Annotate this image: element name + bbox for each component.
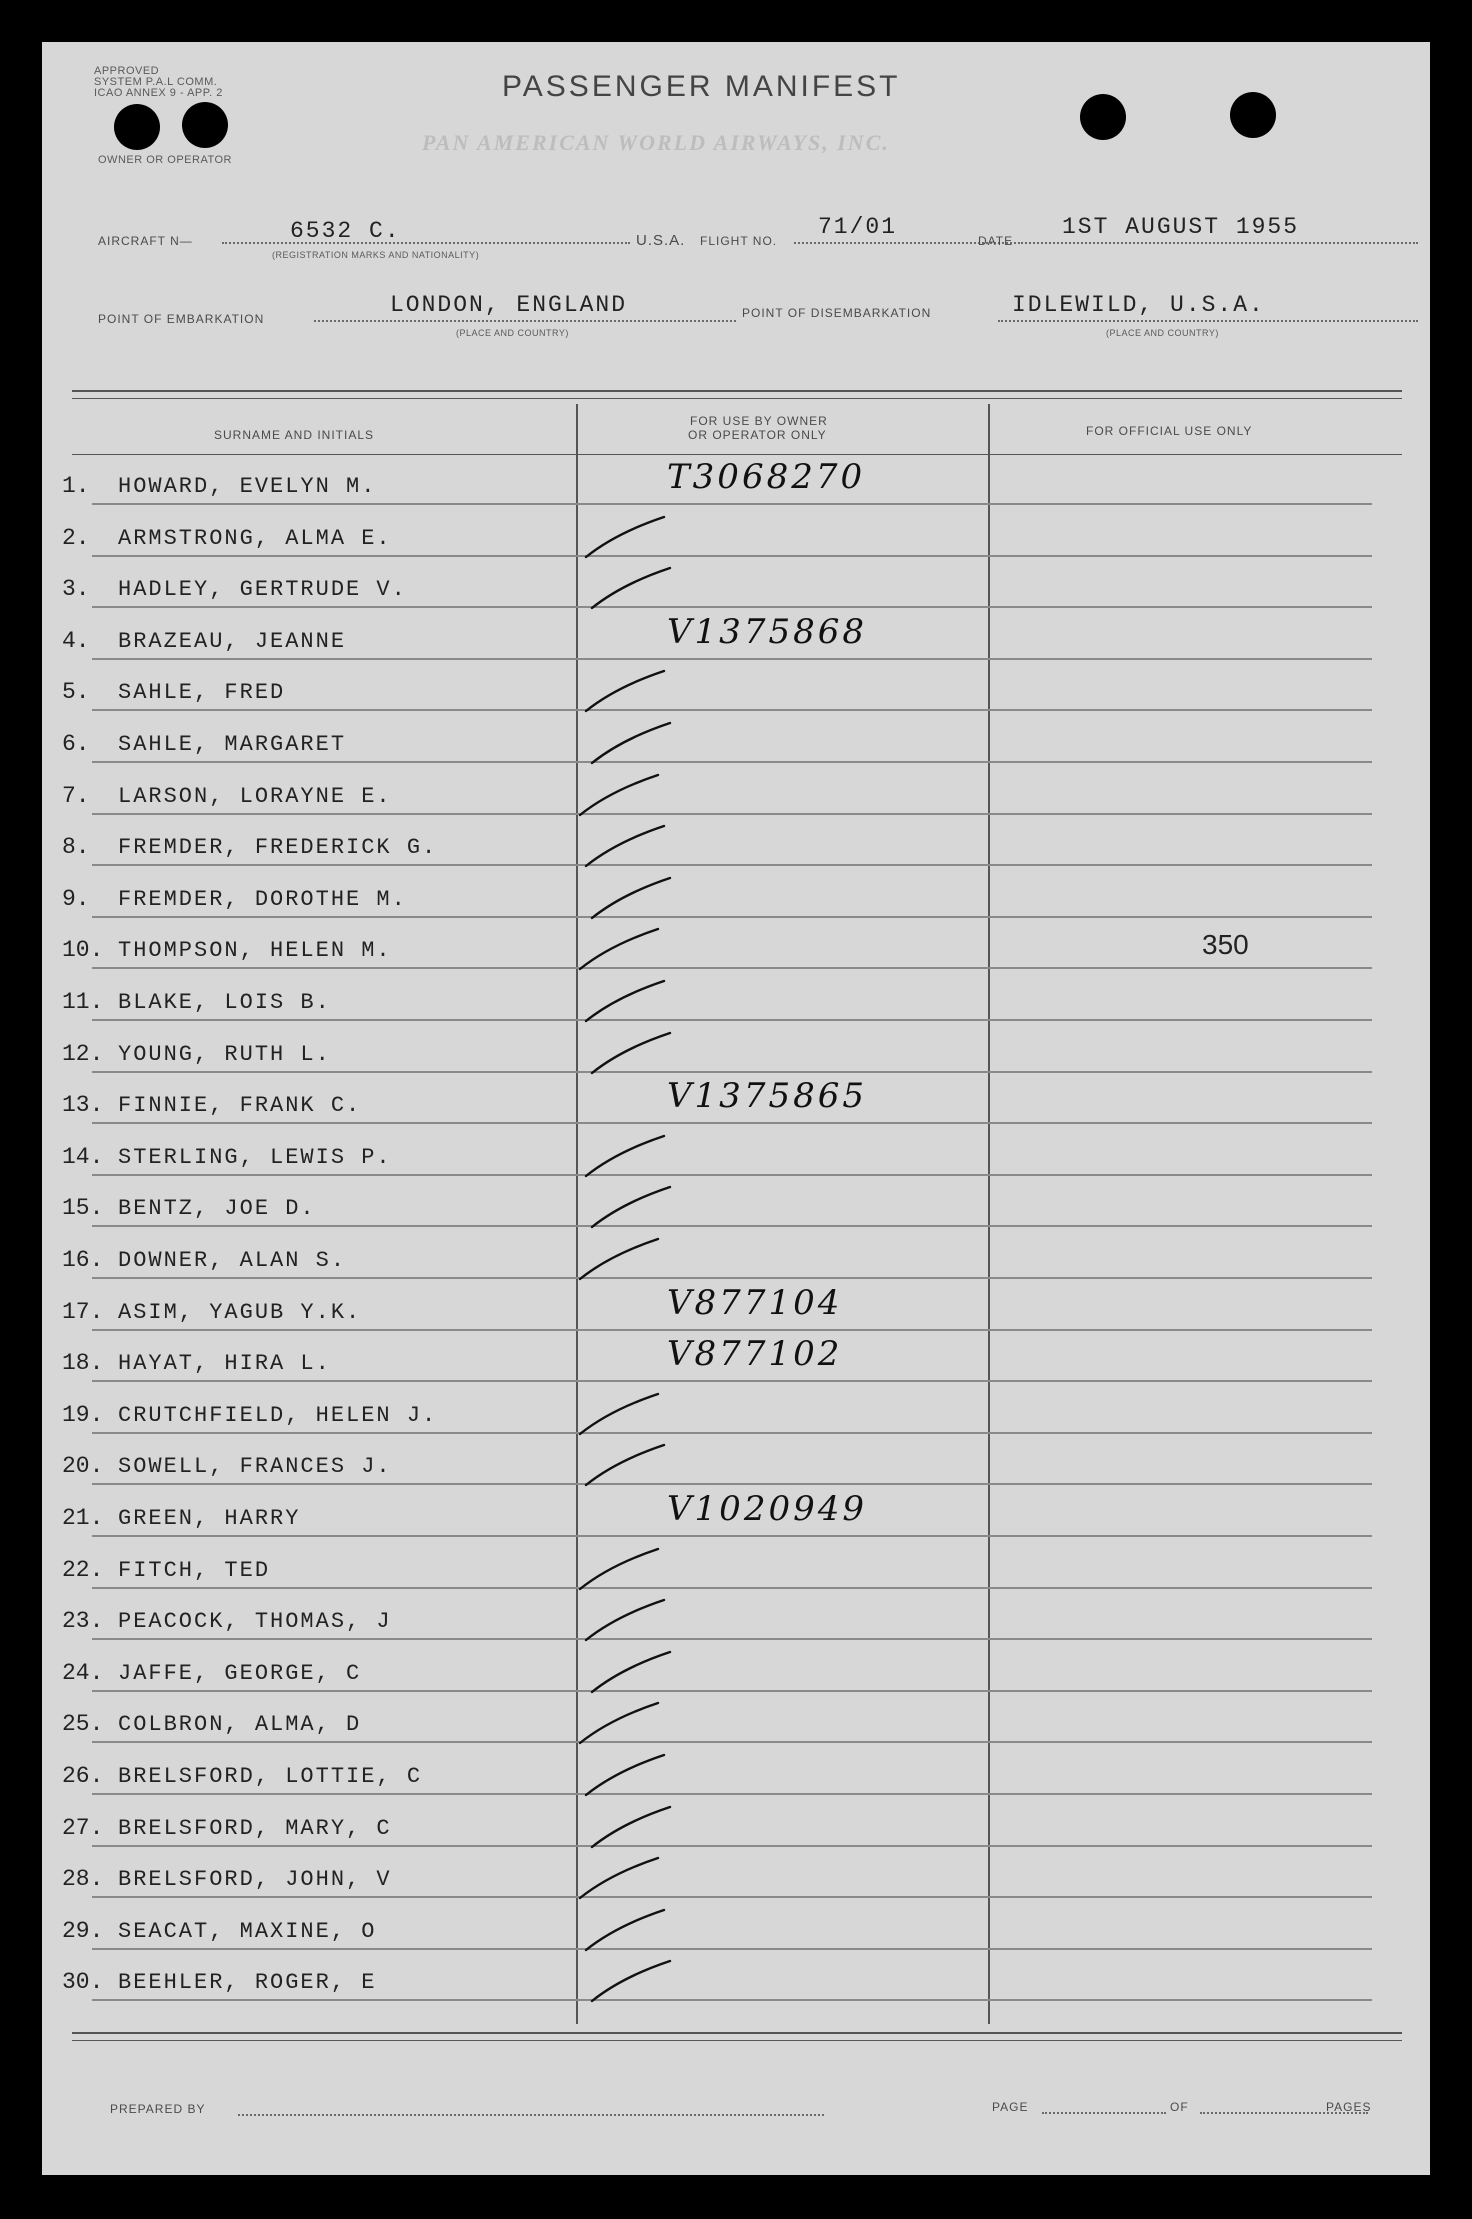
table-row [42,918,1372,969]
passenger-name: FITCH, TED [118,1557,271,1583]
check-mark-icon [562,1951,702,2007]
passenger-name: FREMDER, FREDERICK G. [118,835,438,861]
table-row [42,1228,1372,1279]
owner-operator-label: OWNER OR OPERATOR [98,154,232,166]
check-mark-icon [562,558,702,614]
passenger-name: FINNIE, FRANK C. [118,1093,362,1119]
approval-block [94,66,223,99]
prepared-by-label: PREPARED BY [110,2102,206,2116]
embark-label: POINT OF EMBARKATION [98,312,265,326]
table-row [42,1383,1372,1434]
check-mark-icon [562,765,702,821]
passenger-name: BLAKE, LOIS B. [118,990,331,1015]
passenger-name: GREEN, HARRY [118,1506,301,1531]
row-number: 2. [62,524,90,551]
aircraft-value: 6532 C. [290,218,401,244]
passenger-name: FREMDER, DOROTHE M. [118,886,407,912]
table-row [42,764,1372,815]
country-label: U.S.A. [636,232,686,249]
table-row [42,1125,1372,1176]
check-mark-icon [562,868,702,924]
check-mark-icon [562,1642,702,1698]
passenger-name: HOWARD, EVELYN M. [118,474,377,499]
check-mark-icon [562,816,702,872]
row-number: 12. [62,1040,104,1067]
check-mark-icon [562,1435,702,1491]
passenger-name: ASIM, YAGUB Y.K. [118,1299,362,1325]
row-number: 20. [62,1453,104,1480]
passenger-name: BRELSFORD, LOTTIE, C [118,1764,423,1789]
date-label: DATE [978,234,1014,248]
row-number: 4. [62,627,90,654]
row-number: 10. [62,937,104,964]
row-number: 21. [62,1505,104,1531]
header-owner-line1: FOR USE BY OWNER [690,414,828,428]
row-number: 26. [62,1763,104,1789]
table-row [42,1022,1372,1073]
row-number: 29. [62,1917,104,1944]
passenger-name: ARMSTRONG, ALMA E. [118,525,392,551]
check-mark-icon [562,507,702,563]
row-rule [92,1999,1372,2001]
header-owner-line2: OR OPERATOR ONLY [688,428,827,442]
table-row [42,1847,1372,1898]
check-mark-icon [562,1900,702,1956]
table-row [42,1641,1372,1692]
page-title: PASSENGER MANIFEST [502,70,901,103]
approval-line: SYSTEM P.A.L COMM. [94,76,218,88]
page-label: PAGE [992,2100,1029,2114]
row-number: 3. [62,576,90,603]
check-mark-icon [562,1797,702,1853]
table-row [42,506,1372,557]
passport-number: T3068270 [667,457,866,497]
row-number: 28. [62,1866,104,1893]
table-row [42,1176,1372,1227]
check-mark-icon [562,1023,702,1079]
aircraft-label: AIRCRAFT N— [98,234,193,248]
row-number: 22. [62,1556,104,1583]
table-row [42,1486,1372,1537]
check-mark-icon [562,971,702,1027]
passenger-name: BRAZEAU, JEANNE [118,628,347,654]
passenger-name: DOWNER, ALAN S. [118,1248,347,1273]
table-row [42,1796,1372,1847]
row-number: 18. [62,1350,104,1377]
of-label: OF [1170,2100,1189,2114]
passport-number: V877102 [667,1334,843,1375]
check-mark-icon [562,1590,702,1646]
manifest-sheet [42,42,1430,2175]
disembark-value: IDLEWILD, U.S.A. [1012,292,1265,318]
passenger-name: JAFFE, GEORGE, C [118,1660,362,1686]
passenger-name: STERLING, LEWIS P. [118,1144,392,1170]
passenger-name: THOMPSON, HELEN M. [118,938,392,964]
page-underline [1042,2112,1166,2114]
table-row [42,1692,1372,1743]
punch-hole-left-2 [182,102,228,148]
punch-hole-right-2 [1230,92,1276,138]
flight-label: FLIGHT NO. [700,234,778,248]
check-mark-icon [562,1229,702,1285]
passenger-name: SAHLE, MARGARET [118,732,347,757]
approval-line: APPROVED [94,65,160,77]
date-underline [1018,242,1418,244]
check-mark-icon [562,1693,702,1749]
embark-value: LONDON, ENGLAND [390,292,628,318]
table-row [42,454,1372,505]
table-row [42,557,1372,608]
table-row [42,815,1372,866]
table-row [42,1331,1372,1382]
row-number: 16. [62,1247,104,1273]
embark-underline [314,320,736,322]
row-number: 24. [62,1659,104,1686]
row-number: 14. [62,1143,104,1170]
check-mark-icon [562,661,702,717]
row-number: 17. [62,1298,104,1325]
table-row [42,712,1372,763]
check-mark-icon [562,1745,702,1801]
date-value: 1ST AUGUST 1955 [1062,214,1300,240]
passenger-name: BENTZ, JOE D. [118,1196,316,1222]
check-mark-icon [562,919,702,975]
row-number: 13. [62,1092,104,1119]
table-row [42,1899,1372,1950]
row-number: 7. [62,782,90,809]
passenger-name: YOUNG, RUTH L. [118,1041,331,1067]
row-number: 25. [62,1711,104,1738]
official-use-value: 350 [1202,929,1249,961]
row-number: 27. [62,1814,104,1841]
passenger-name: COLBRON, ALMA, D [118,1712,362,1738]
check-mark-icon [562,1177,702,1233]
prepared-by-underline [238,2114,824,2116]
table-row [42,609,1372,660]
table-row [42,1434,1372,1485]
disembark-underline [998,320,1418,322]
table-row [42,1950,1372,2001]
table-row [42,867,1372,918]
passport-number: V1375865 [667,1076,867,1117]
passport-number: V1375868 [667,611,867,652]
check-mark-icon [562,1384,702,1440]
table-row [42,1744,1372,1795]
approval-line: ICAO ANNEX 9 - APP. 2 [94,87,223,99]
row-number: 8. [62,834,90,861]
embark-sublabel: (PLACE AND COUNTRY) [456,328,569,338]
table-row [42,970,1372,1021]
table-row [42,1073,1372,1124]
row-number: 9. [62,885,90,912]
passport-number: V1020949 [667,1489,867,1529]
table-row [42,1280,1372,1331]
check-mark-icon [562,713,702,769]
punch-hole-right [1080,94,1126,140]
passenger-name: SOWELL, FRANCES J. [118,1454,392,1480]
table-bottom-rule-2 [72,2040,1402,2041]
check-mark-icon [562,1126,702,1182]
row-number: 11. [62,989,104,1015]
check-mark-icon [562,1848,702,1904]
table-top-rule [72,390,1402,392]
passenger-name: HAYAT, HIRA L. [118,1351,331,1377]
punch-hole-left [114,104,160,150]
table-row [42,1589,1372,1640]
check-mark-icon [562,1539,702,1595]
passport-number: V877104 [667,1282,843,1323]
passenger-name: HADLEY, GERTRUDE V. [118,577,407,603]
header-surname: SURNAME AND INITIALS [214,428,375,442]
row-number: 1. [62,473,90,499]
aircraft-sublabel: (REGISTRATION MARKS AND NATIONALITY) [272,250,480,260]
passenger-name: BRELSFORD, MARY, C [118,1815,392,1841]
row-number: 19. [62,1401,104,1428]
row-number: 30. [62,1969,104,1996]
row-number: 5. [62,679,90,706]
row-number: 6. [62,731,90,757]
passenger-name: CRUTCHFIELD, HELEN J. [118,1402,438,1428]
operator-name: PAN AMERICAN WORLD AIRWAYS, INC. [422,130,890,155]
passenger-name: SAHLE, FRED [118,680,286,706]
passenger-name: BRELSFORD, JOHN, V [118,1867,392,1893]
aircraft-underline [222,242,630,244]
table-row [42,1538,1372,1589]
passenger-rows [42,454,1430,2002]
disembark-label: POINT OF DISEMBARKATION [742,306,932,320]
passenger-name: LARSON, LORAYNE E. [118,783,392,809]
passenger-name: BEEHLER, ROGER, E [118,1970,377,1996]
passenger-name: SEACAT, MAXINE, O [118,1918,377,1944]
passenger-name: PEACOCK, THOMAS, J [118,1609,392,1635]
header-official: FOR OFFICIAL USE ONLY [1086,424,1253,438]
flight-value: 71/01 [818,214,898,240]
table-top-rule-2 [72,398,1402,399]
row-number: 15. [62,1195,104,1222]
row-number: 23. [62,1608,104,1635]
table-row [42,660,1372,711]
pages-label: PAGES [1326,2100,1372,2114]
table-bottom-rule [72,2032,1402,2034]
disembark-sublabel: (PLACE AND COUNTRY) [1106,328,1219,338]
